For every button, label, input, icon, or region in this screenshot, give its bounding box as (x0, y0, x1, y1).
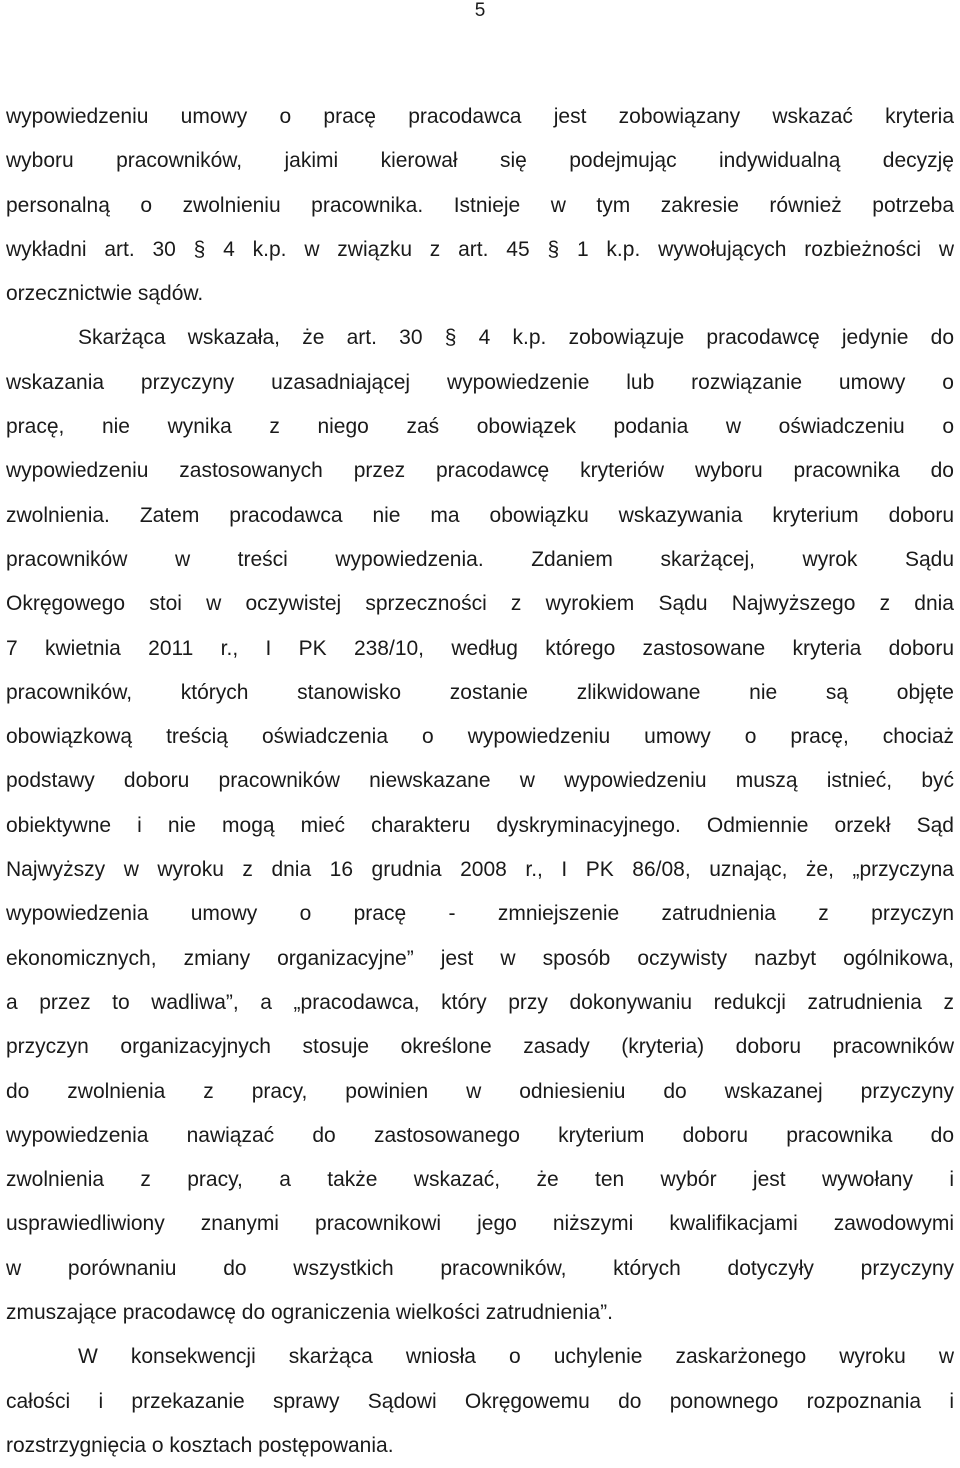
text-line: obowiązkową treścią oświadczenia o wypowiedzeniu umowy o pracę, chociaż (6, 725, 954, 749)
text-line: orzecznictwie sądów. (6, 282, 204, 306)
text-line: obiektywne i nie mogą mieć charakteru dyskryminacyjnego. Odmiennie orzekł Sąd (6, 813, 954, 837)
text-line: zwolnienia. Zatem pracodawca nie ma obowiązku wskazywania kryterium doboru (6, 503, 954, 527)
text-line: wypowiedzeniu umowy o pracę pracodawca jest zobowiązany wskazać kryteria (6, 105, 954, 128)
text-line: wykładni art. 30 § 4 k.p. w związku z art. 45 § 1 k.p. wywołujących rozbieżności w (6, 237, 954, 261)
text-line: wypowiedzenia umowy o pracę - zmniejszenie zatrudnienia z przyczyn (6, 902, 954, 926)
text-line: do zwolnienia z pracy, powinien w odniesieniu do wskazanej przyczyny (6, 1079, 954, 1103)
text-line: usprawiedliwiony znanymi pracownikowi jego niższymi kwalifikacjami zawodowymi (6, 1212, 954, 1236)
document-body (6, 95, 954, 1468)
text-line: w porównaniu do wszystkich pracowników, których dotyczyły przyczyny (6, 1256, 954, 1280)
text-line: podstawy doboru pracowników niewskazane w wypowiedzeniu muszą istnieć, być (6, 769, 954, 793)
text-line: zmuszające pracodawcę do ograniczenia wielkości zatrudnienia”. (6, 1301, 613, 1325)
text-line: 7 kwietnia 2011 r., I PK 238/10, według którego zastosowane kryteria doboru (6, 636, 954, 660)
text-line: przyczyn organizacyjnych stosuje określone zasady (kryteria) doboru pracowników (6, 1035, 954, 1059)
text-line: wyboru pracowników, jakimi kierował się podejmując indywidualną decyzję (6, 149, 954, 173)
text-line: W konsekwencji skarżąca wniosła o uchylenie zaskarżonego wyroku w (78, 1345, 954, 1369)
text-line: wypowiedzeniu zastosowanych przez pracodawcę kryteriów wyboru pracownika do (6, 459, 954, 483)
text-line: ekonomicznych, zmiany organizacyjne” jest w sposób oczywisty nazbyt ogólnikowa, (6, 946, 954, 970)
text-line: a przez to wadliwa”, a „pracodawca, który przy dokonywaniu redukcji zatrudnienia z (6, 990, 954, 1014)
text-line: zwolnienia z pracy, a także wskazać, że ten wybór jest wywołany i (6, 1168, 954, 1192)
text-line: pracowników, których stanowisko zostanie zlikwidowane nie są objęte (6, 680, 954, 704)
text-line: personalną o zwolnieniu pracownika. Istnieje w tym zakresie również potrzeba (6, 193, 954, 217)
text-line: wypowiedzenia nawiązać do zastosowanego kryterium doboru pracownika do (6, 1123, 954, 1147)
text-line: Okręgowego stoi w oczywistej sprzeczności z wyrokiem Sądu Najwyższego z dnia (6, 592, 954, 616)
text-line: Najwyższy w wyroku z dnia 16 grudnia 2008 r., I PK 86/08, uznając, że, „przyczyna (6, 858, 954, 882)
text-line: pracowników w treści wypowiedzenia. Zdaniem skarżącej, wyrok Sądu (6, 547, 954, 571)
text-line: całości i przekazanie sprawy Sądowi Okręgowemu do ponownego rozpoznania i (6, 1389, 954, 1413)
text-line: pracę, nie wynika z niego zaś obowiązek podania w oświadczeniu o (6, 415, 954, 439)
page-number: 5 (474, 0, 486, 21)
text-line: rozstrzygnięcia o kosztach postępowania. (6, 1433, 394, 1457)
text-line: Skarżąca wskazała, że art. 30 § 4 k.p. zobowiązuje pracodawcę jedynie do (78, 326, 954, 350)
text-line: wskazania przyczyny uzasadniającej wypowiedzenie lub rozwiązanie umowy o (6, 370, 954, 394)
